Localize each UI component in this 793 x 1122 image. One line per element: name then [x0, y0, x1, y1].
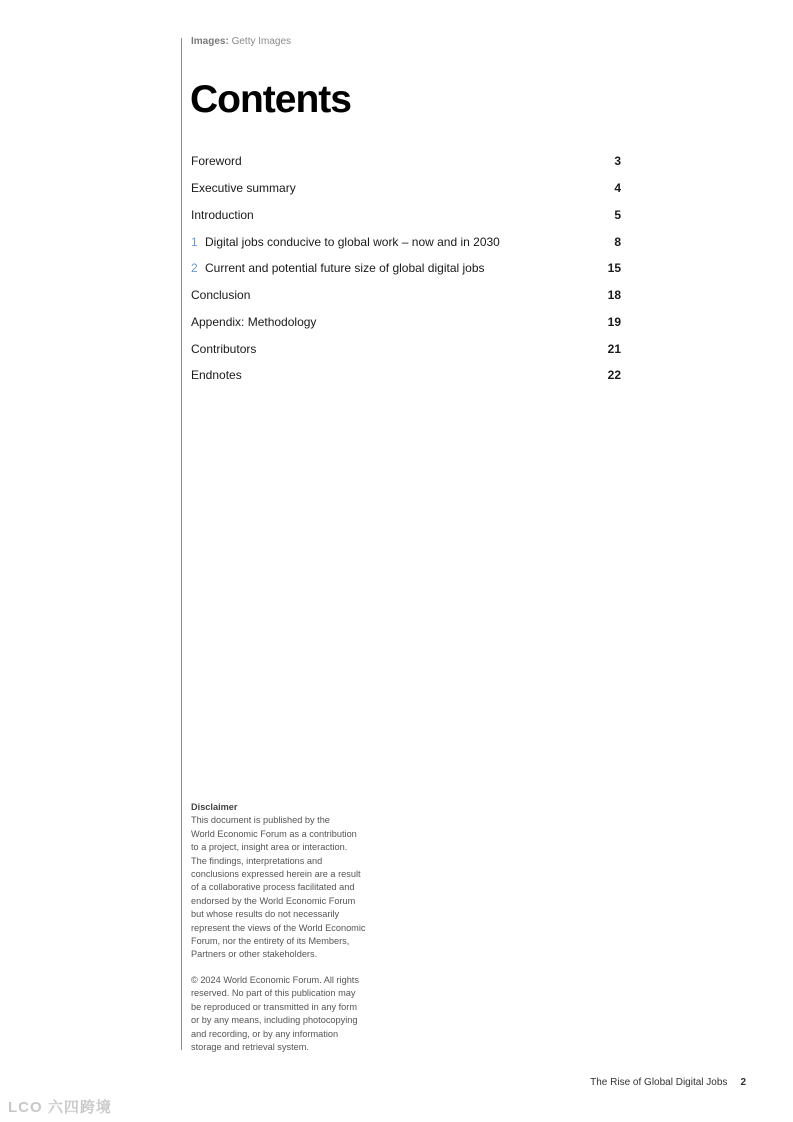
toc-entry-label: Conclusion [191, 288, 251, 303]
toc-entry-endnotes[interactable] [191, 362, 621, 389]
disclaimer-line: of a collaborative process facilitated and [191, 882, 355, 893]
disclaimer-line: to a project, insight area or interaction. [191, 842, 348, 853]
disclaimer-line: but whose results do not necessarily [191, 909, 340, 920]
disclaimer-heading: Disclaimer [191, 802, 238, 812]
toc-entry-page: 3 [614, 154, 621, 169]
copyright-line: © 2024 World Economic Forum. All rights [191, 974, 359, 985]
toc-entry-label: Introduction [191, 207, 254, 222]
toc-entry-chapter-2[interactable] [191, 255, 621, 282]
table-of-contents [191, 148, 621, 389]
toc-entry-number: 1 [191, 234, 198, 249]
toc-entry-page: 8 [614, 234, 621, 249]
toc-entry-chapter-1[interactable] [191, 228, 621, 255]
toc-entry-page: 15 [607, 261, 621, 276]
disclaimer-line: This document is published by the [191, 815, 330, 826]
toc-entry-introduction[interactable] [191, 202, 621, 229]
copyright-notice [191, 974, 391, 1054]
footer-report-title: The Rise of Global Digital Jobs [590, 1077, 728, 1088]
copyright-line: or by any means, including photocopying [191, 1015, 358, 1026]
disclaimer-line: conclusions expressed herein are a result [191, 869, 361, 880]
vertical-rule [181, 38, 182, 1050]
disclaimer-body [191, 814, 391, 961]
disclaimer-line: The findings, interpretations and [191, 855, 323, 866]
toc-entry-page: 18 [607, 288, 621, 303]
disclaimer-line: endorsed by the World Economic Forum [191, 895, 356, 906]
toc-entry-page: 21 [607, 341, 621, 356]
disclaimer-line: Partners or other stakeholders. [191, 949, 318, 960]
disclaimer-line: represent the views of the World Economic [191, 922, 366, 933]
toc-entry-label: Digital jobs conducive to global work – now and in 2030 [205, 234, 500, 249]
toc-entry-page: 22 [607, 368, 621, 383]
toc-entry-label: Endnotes [191, 368, 242, 383]
toc-entry-page: 4 [614, 181, 621, 196]
toc-entry-label: Appendix: Methodology [191, 314, 317, 329]
disclaimer-line: World Economic Forum as a contribution [191, 828, 357, 839]
disclaimer-line: Forum, nor the entirety of its Members, [191, 936, 350, 947]
image-credit [191, 36, 291, 47]
copyright-line: storage and retrieval system. [191, 1041, 309, 1052]
toc-entry-label: Executive summary [191, 181, 296, 196]
toc-entry-label: Foreword [191, 154, 242, 169]
toc-entry-label: Current and potential future size of global digital jobs [205, 261, 485, 276]
watermark: LCO 六四跨境 [8, 1099, 112, 1116]
toc-entry-appendix[interactable] [191, 309, 621, 336]
image-credit-value: Getty Images [231, 36, 292, 47]
toc-entry-label: Contributors [191, 341, 257, 356]
page-title: Contents [190, 78, 351, 121]
toc-entry-number: 2 [191, 261, 198, 276]
disclaimer [191, 801, 391, 1054]
toc-entry-executive-summary[interactable] [191, 175, 621, 202]
toc-entry-conclusion[interactable] [191, 282, 621, 309]
toc-entry-contributors[interactable] [191, 335, 621, 362]
image-credit-label: Images: [191, 36, 229, 47]
toc-entry-foreword[interactable] [191, 148, 621, 175]
copyright-line: reserved. No part of this publication may [191, 988, 356, 999]
toc-entry-page: 5 [614, 207, 621, 222]
copyright-line: and recording, or by any information [191, 1028, 339, 1039]
copyright-line: be reproduced or transmitted in any form [191, 1001, 357, 1012]
toc-entry-page: 19 [607, 314, 621, 329]
page-footer [590, 1077, 746, 1088]
footer-page-number: 2 [740, 1077, 746, 1088]
